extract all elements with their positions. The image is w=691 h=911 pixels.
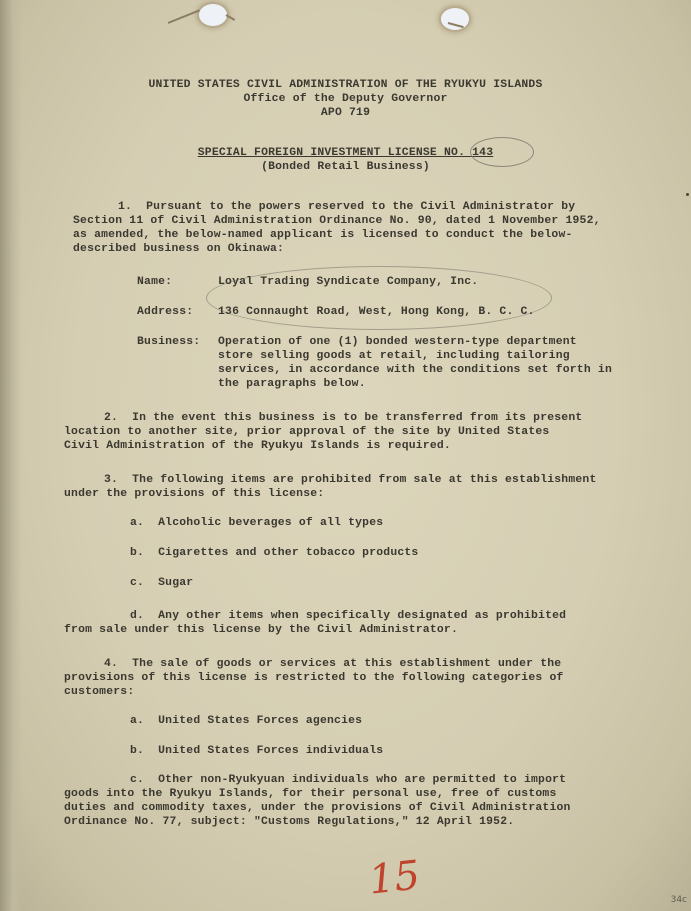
para4-line: 4. The sale of goods or services at this establishment under the xyxy=(104,658,562,670)
para4-line: customers: xyxy=(64,686,135,698)
address-value: 136 Connaught Road, West, Hong Kong, B. C. C. xyxy=(218,306,535,318)
page-shadow-edge xyxy=(0,0,22,911)
business-line: store selling goods at retail, including tailoring xyxy=(218,350,570,362)
paper-tear-mark xyxy=(168,9,200,24)
para3-item: c. Sugar xyxy=(130,577,194,589)
para3-line: 3. The following items are prohibited from sale at this establishment xyxy=(104,474,597,486)
para4-item-c-line: duties and commodity taxes, under the provisions of Civil Administration xyxy=(64,802,571,814)
para3-line: under the provisions of this license: xyxy=(64,488,325,500)
business-label: Business: xyxy=(137,336,201,348)
para4-item-c-line: c. Other non-Ryukyuan individuals who are permitted to import xyxy=(130,774,567,786)
business-line: services, in accordance with the conditions set forth in xyxy=(218,364,612,376)
para2-line: 2. In the event this business is to be transferred from its present xyxy=(104,412,583,424)
para3-item: b. Cigarettes and other tobacco products xyxy=(130,547,419,559)
para1-line: described business on Okinawa: xyxy=(73,243,285,255)
paper-tear-mark xyxy=(226,14,236,21)
para2-line: Civil Administration of the Ryukyu Islands is required. xyxy=(64,440,451,452)
address-label: Address: xyxy=(137,306,194,318)
para1-line: 1. Pursuant to the powers reserved to the Civil Administrator by xyxy=(118,201,576,213)
para1-line: as amended, the below-named applicant is licensed to conduct the below- xyxy=(73,229,573,241)
license-number-circle xyxy=(470,137,534,167)
para4-item-c-line: Ordinance No. 77, subject: "Customs Regulations," 12 April 1952. xyxy=(64,816,515,828)
name-value: Loyal Trading Syndicate Company, Inc. xyxy=(218,276,479,288)
para3-item: a. Alcoholic beverages of all types xyxy=(130,517,384,529)
license-title: SPECIAL FOREIGN INVESTMENT LICENSE NO. 143 xyxy=(197,147,494,159)
punch-hole-left xyxy=(199,4,227,26)
license-subtitle: (Bonded Retail Business) xyxy=(261,161,430,173)
header-org: UNITED STATES CIVIL ADMINISTRATION OF THE RYUKYU ISLANDS xyxy=(148,79,543,91)
business-line: Operation of one (1) bonded western-type department xyxy=(218,336,577,348)
name-label: Name: xyxy=(137,276,173,288)
handwritten-page-number: 15 xyxy=(366,852,423,904)
para2-line: location to another site, prior approval of the site by United States xyxy=(64,426,550,438)
ink-dot xyxy=(686,193,689,196)
punch-hole-right xyxy=(441,8,469,30)
para3-item-d-line: from sale under this license by the Civil Administrator. xyxy=(64,624,458,636)
business-line: the paragraphs below. xyxy=(218,378,366,390)
para1-line: Section 11 of Civil Administration Ordinance No. 90, dated 1 November 1952, xyxy=(73,215,601,227)
header-office: Office of the Deputy Governor xyxy=(243,93,448,105)
header-apo: APO 719 xyxy=(320,107,371,119)
para4-item-c-line: goods into the Ryukyu Islands, for their personal use, free of customs xyxy=(64,788,557,800)
page-note: 34c xyxy=(670,895,687,905)
para4-line: provisions of this license is restricted to the following categories of xyxy=(64,672,564,684)
para4-item: b. United States Forces individuals xyxy=(130,745,384,757)
para4-item: a. United States Forces agencies xyxy=(130,715,363,727)
para3-item-d-line: d. Any other items when specifically designated as prohibited xyxy=(130,610,567,622)
